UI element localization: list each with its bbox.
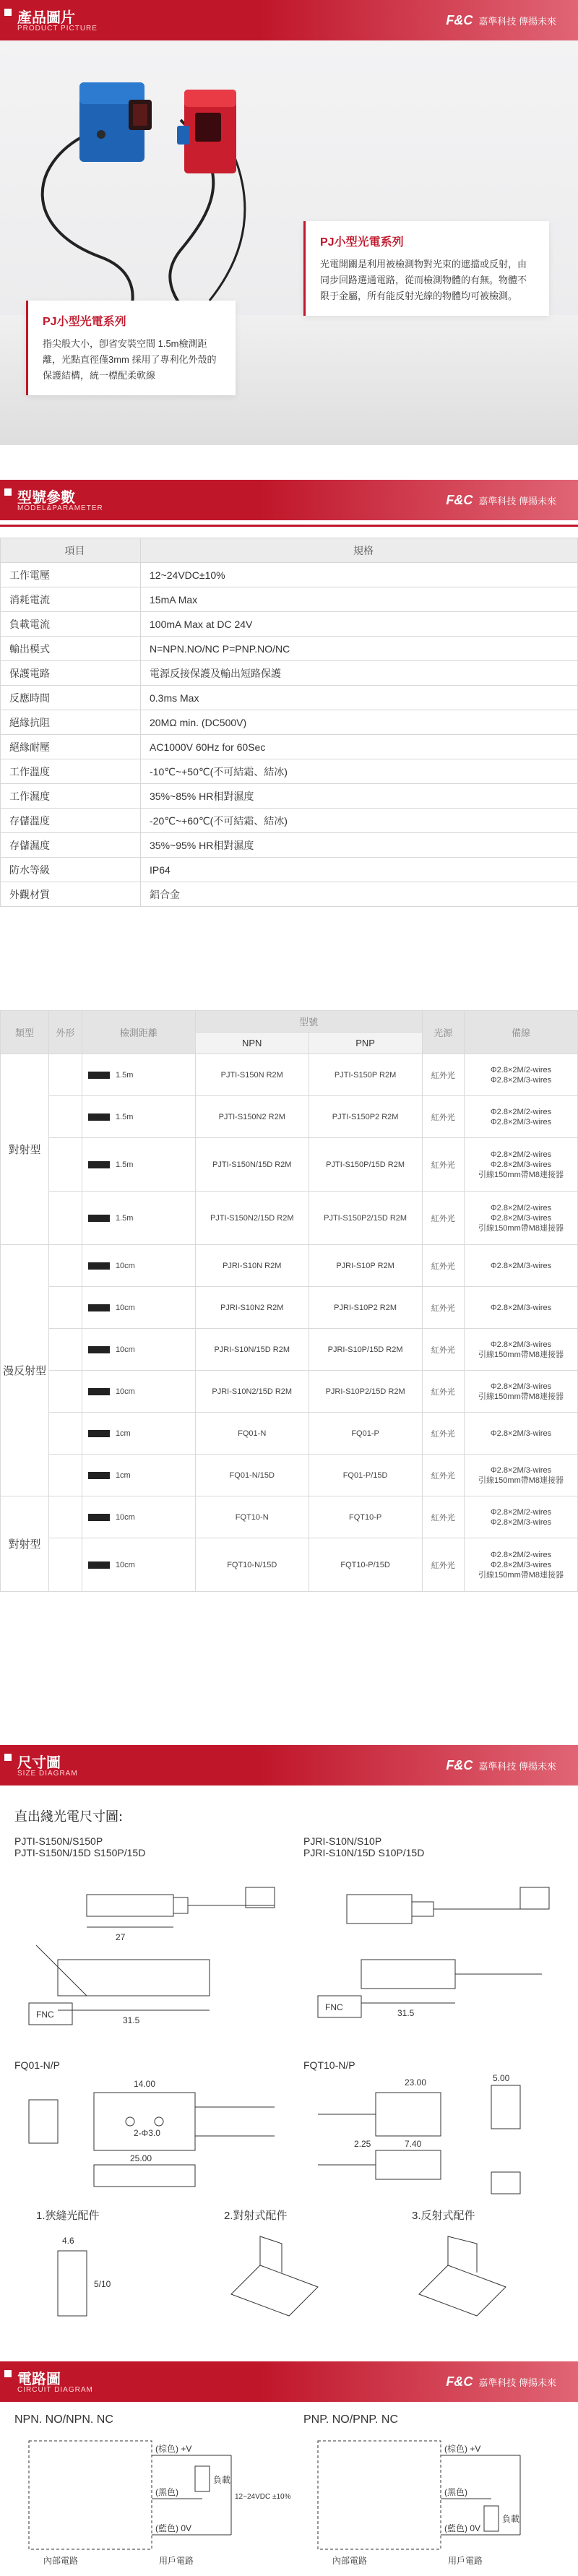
circuit-title: NPN. NO/NPN. NC [14,2413,113,2426]
model-row [1,1538,578,1592]
fnc-label: FNC [36,2009,54,2020]
section-title-en: CIRCUIT DIAGRAM [17,2386,93,2394]
section-title-cn: 型號參數 [17,488,75,506]
npn-model: PJRI-S10N/15D R2M [195,1329,309,1371]
wire-cell [465,1138,578,1192]
inner-circuit-label: 內部電路 [43,2556,79,2566]
brand-slogan: 嘉準科技 傳揚未來 [478,1761,556,1772]
distance-cell [82,1329,195,1371]
model-group: 對射型 [1,1496,49,1592]
light-source: 紅外光 [422,1096,465,1138]
user-circuit-label: 用戶電路 [159,2556,194,2566]
spec-row [1,833,578,858]
spec-value: -20℃~+60℃(不可結霜、結冰) [141,809,578,833]
wire-cell [465,1413,578,1455]
section-header-left [0,2361,260,2402]
wire-cell [465,1455,578,1496]
spec-value: AC1000V 60Hz for 60Sec [141,735,578,759]
brand-slogan: 嘉準科技 傳揚未來 [478,16,556,27]
section-header-right [260,0,578,40]
product-note-left [26,301,236,395]
spec-key: 保護電路 [1,661,141,686]
spec-key: 存儲溫度 [1,809,141,833]
light-source: 紅外光 [422,1413,465,1455]
dim-label: 5.00 [493,2073,510,2083]
wire-spec: 引線150mm帶M8連接器 [478,1392,564,1401]
brand-logo: F&C 嘉準科技 傳揚未來 [446,1758,556,1772]
section-header-left [0,0,260,40]
model-row [1,1192,578,1245]
distance-cell [82,1496,195,1538]
section-title-cn: 產品圖片 [17,9,75,26]
section-title-en: SIZE DIAGRAM [17,1770,78,1778]
spec-key: 工作濕度 [1,784,141,809]
load-label: 負載 [502,2514,520,2524]
npn-model: PJTI-S150N R2M [195,1054,309,1096]
product-section-header [0,0,578,40]
inner-circuit-label: 內部電路 [332,2556,368,2566]
sensor-icon [88,1514,110,1521]
spec-key: 輸出模式 [1,637,141,661]
pnp-model: FQT10-P [309,1496,422,1538]
sensor-icon [88,1346,110,1353]
wire-cell [465,1496,578,1538]
wire-spec: Φ2.8×2M/3-wires [490,1517,552,1527]
distance-value: 1.5m [115,1070,134,1080]
section-header-right [260,1745,578,1785]
spec-key: 絕緣抗阻 [1,710,141,735]
wire-spec: 引線150mm帶M8連接器 [478,1570,564,1580]
wire-cell [465,1192,578,1245]
wire-spec: Φ2.8×2M/2-wires [490,1203,552,1212]
distance-cell [82,1192,195,1245]
spec-row [1,809,578,833]
distance-value: 10cm [115,1512,135,1522]
light-source: 紅外光 [422,1287,465,1329]
spec-key: 負載電流 [1,612,141,637]
distance-cell [82,1538,195,1592]
accessory-slit: 1.狹縫光配件 [36,2210,100,2222]
wire-spec: Φ2.8×2M/3-wires [490,1117,552,1127]
load-label: 負載 [213,2475,231,2485]
wire-brown: (棕色) +V [444,2444,481,2454]
distance-cell [82,1455,195,1496]
shape-cell [48,1138,82,1192]
distance-value: 1.5m [115,1213,134,1223]
spec-key: 絕緣耐壓 [1,735,141,759]
dim-label: 31.5 [397,2008,415,2018]
sensor-icon [88,1072,110,1079]
wire-spec: Φ2.8×2M/3-wires [490,1303,552,1312]
model-table [0,1010,578,1592]
product-note-right [303,221,549,316]
dim-label: 23.00 [405,2077,427,2088]
product-picture-area [0,40,578,445]
wire-spec: 引線150mm帶M8連接器 [478,1170,564,1179]
model-header-light: 光源 [422,1011,465,1054]
distance-value: 1cm [115,1429,131,1438]
diagram-title: PJRI-S10N/S10P [303,1835,382,1847]
spec-row [1,710,578,735]
spec-header-item: 項目 [1,538,141,563]
spec-key: 外觀材質 [1,882,141,907]
wire-spec: Φ2.8×2M/2-wires [490,1550,552,1559]
wire-blue: (藍色) 0V [155,2523,192,2533]
shape-cell [48,1245,82,1287]
npn-model: PJTI-S150N/15D R2M [195,1138,309,1192]
section-title-cn: 尺寸圖 [17,1754,61,1771]
distance-cell [82,1413,195,1455]
shape-cell [48,1287,82,1329]
wire-spec: Φ2.8×2M/2-wires [490,1150,552,1159]
spec-row [1,661,578,686]
wire-spec: Φ2.8×2M/3-wires [490,1075,552,1085]
brand-logo: F&C 嘉準科技 傳揚未來 [446,13,556,27]
distance-value: 10cm [115,1560,135,1569]
diagram-title: FQT10-N/P [303,2059,355,2071]
section-title-cn: 電路圖 [17,2370,61,2387]
pnp-model: PJTI-S150P2 R2M [309,1096,422,1138]
sensor-icon [88,1561,110,1569]
dim-label: 25.00 [130,2153,152,2163]
size-diagram-pjri [303,1835,571,2050]
wire-black: (黑色) [444,2487,467,2497]
wire-spec: Φ2.8×2M/3-wires [490,1340,552,1349]
pnp-model: PJRI-S10P2 R2M [309,1287,422,1329]
spec-key: 存儲濕度 [1,833,141,858]
wire-spec: Φ2.8×2M/2-wires [490,1507,552,1517]
diagram-title: PJRI-S10N/15D S10P/15D [303,1847,425,1858]
square-icon [4,1754,12,1761]
spec-row [1,858,578,882]
distance-cell [82,1096,195,1138]
section-header-left [0,480,260,520]
diagram-title: FQ01-N/P [14,2059,61,2071]
spec-table [0,538,578,907]
spec-value: 20MΩ min. (DC500V) [141,710,578,735]
spec-row [1,612,578,637]
sensor-icon [88,1113,110,1121]
wire-cell [465,1371,578,1413]
pnp-model: PJTI-S150P2/15D R2M [309,1192,422,1245]
model-row [1,1096,578,1138]
spec-value: 鋁合金 [141,882,578,907]
dim-label: 2-Φ3.0 [134,2128,160,2138]
distance-cell [82,1371,195,1413]
spec-row [1,563,578,587]
spec-header-value: 規格 [141,538,578,563]
npn-model: FQ01-N/15D [195,1455,309,1496]
dim-label: 7.40 [405,2139,422,2149]
circuit-section-header [0,2361,578,2402]
model-header-model: 型號 [195,1011,422,1033]
spec-row [1,686,578,710]
npn-model: FQT10-N/15D [195,1538,309,1592]
pnp-model: PJTI-S150P R2M [309,1054,422,1096]
section-header-right [260,480,578,520]
shape-cell [48,1413,82,1455]
note-text: 光電開關是利用被檢測物對光束的遮擋或反射，由同步回路選通電路，從而檢測物體的有無。物體不限于金屬，所有能反射光線的物體均可被檢測。 [320,259,527,301]
brand-slogan: 嘉準科技 傳揚未來 [478,2377,556,2388]
sensor-icon [88,1304,110,1311]
wire-spec: Φ2.8×2M/2-wires [490,1107,552,1116]
wire-cell [465,1054,578,1096]
wire-spec: Φ2.8×2M/3-wires [490,1382,552,1391]
wire-spec: Φ2.8×2M/3-wires [490,1465,552,1475]
note-title: PJ小型光電系列 [43,316,126,328]
distance-cell [82,1138,195,1192]
supply-label: 12~24VDC ±10% [235,2493,291,2501]
accessory-through: 2.對射式配件 [224,2210,288,2222]
wire-cell [465,1245,578,1287]
section-title-en: MODEL&PARAMETER [17,504,103,512]
accessories [14,2207,564,2330]
pjti-drawing [14,1858,282,2046]
model-header-dist: 檢測距離 [82,1011,195,1054]
wire-spec: Φ2.8×2M/2-wires [490,1065,552,1074]
model-row [1,1329,578,1371]
fq01-drawing [14,2071,282,2208]
wire-spec: Φ2.8×2M/3-wires [490,1213,552,1223]
model-group: 對射型 [1,1054,49,1245]
spec-value: IP64 [141,858,578,882]
wire-spec: Φ2.8×2M/3-wires [490,1429,552,1438]
sensor-icon [88,1262,110,1270]
size-diagram-fq01 [14,2059,289,2212]
wire-brown: (棕色) +V [155,2444,192,2454]
wire-black: (黑色) [155,2487,178,2497]
wire-spec: Φ2.8×2M/3-wires [490,1560,552,1569]
sensor-icon [88,1161,110,1168]
size-diagram-fqt10 [303,2059,571,2219]
npn-model: PJTI-S150N2/15D R2M [195,1192,309,1245]
shape-cell [48,1455,82,1496]
wire-spec: Φ2.8×2M/3-wires [490,1261,552,1270]
distance-cell [82,1245,195,1287]
section-header-right [260,2361,578,2402]
dim-label: 14.00 [134,2079,156,2089]
pnp-model: FQ01-P [309,1413,422,1455]
circuit-pnp [303,2413,571,2575]
spec-key: 消耗電流 [1,587,141,612]
pnp-model: PJRI-S10P/15D R2M [309,1329,422,1371]
section-header-left [0,1745,260,1785]
shape-cell [48,1054,82,1096]
sensor-left [79,82,152,162]
spec-key: 工作電壓 [1,563,141,587]
shape-cell [48,1192,82,1245]
model-header-type: 類型 [1,1011,49,1054]
wire-blue: (藍色) 0V [444,2523,481,2533]
spec-row [1,784,578,809]
size-heading: 直出綫光電尺寸圖: [14,1809,124,1825]
model-row [1,1245,578,1287]
wire-cell [465,1538,578,1592]
spec-key: 防水等級 [1,858,141,882]
light-source: 紅外光 [422,1455,465,1496]
model-section-header [0,480,578,520]
model-header-shape: 外形 [48,1011,82,1054]
dim-label: 2.25 [354,2139,371,2149]
npn-circuit-drawing [14,2426,291,2571]
model-row [1,1138,578,1192]
light-source: 紅外光 [422,1371,465,1413]
divider [0,525,578,527]
model-row [1,1455,578,1496]
pjri-drawing [303,1858,564,2046]
distance-value: 10cm [115,1387,135,1396]
sensor-icon [88,1430,110,1437]
light-source: 紅外光 [422,1329,465,1371]
dim-label: 27 [116,1932,126,1942]
model-row [1,1413,578,1455]
model-header-npn: NPN [195,1033,309,1054]
spec-row [1,637,578,661]
light-source: 紅外光 [422,1538,465,1592]
fqt10-drawing [303,2071,564,2215]
wire-spec: Φ2.8×2M/3-wires [490,1160,552,1169]
spec-value: 15mA Max [141,587,578,612]
wire-spec: 引線150mm帶M8連接器 [478,1223,564,1233]
diagram-title: PJTI-S150N/15D S150P/15D [14,1847,146,1858]
dim-label: 31.5 [123,2015,140,2025]
distance-value: 10cm [115,1345,135,1354]
spec-row [1,735,578,759]
distance-cell [82,1287,195,1329]
distance-value: 1.5m [115,1160,134,1169]
npn-model: PJRI-S10N R2M [195,1245,309,1287]
brand-logo: F&C 嘉準科技 傳揚未來 [446,2374,556,2389]
spec-row [1,759,578,784]
model-group: 漫反射型 [1,1245,49,1496]
pnp-model: PJRI-S10P2/15D R2M [309,1371,422,1413]
spec-row [1,882,578,907]
brand-slogan: 嘉準科技 傳揚未來 [478,496,556,507]
distance-value: 10cm [115,1261,135,1270]
npn-model: PJRI-S10N2 R2M [195,1287,309,1329]
spec-row [1,587,578,612]
shape-cell [48,1371,82,1413]
model-row [1,1371,578,1413]
light-source: 紅外光 [422,1138,465,1192]
spec-value: -10℃~+50℃(不可結霜、結冰) [141,759,578,784]
shape-cell [48,1538,82,1592]
pnp-model: FQT10-P/15D [309,1538,422,1592]
circuit-npn [14,2413,291,2575]
npn-model: FQT10-N [195,1496,309,1538]
shape-cell [48,1496,82,1538]
light-source: 紅外光 [422,1192,465,1245]
wire-spec: 引線150mm帶M8連接器 [478,1476,564,1485]
user-circuit-label: 用戶電路 [448,2556,483,2566]
square-icon [4,2370,12,2377]
fnc-label: FNC [325,2002,343,2012]
square-icon [4,488,12,496]
section-title-en: PRODUCT PICTURE [17,25,98,33]
spec-key: 工作溫度 [1,759,141,784]
note-title: PJ小型光電系列 [320,236,404,249]
light-source: 紅外光 [422,1496,465,1538]
model-row [1,1287,578,1329]
shape-cell [48,1096,82,1138]
dim-label: 4.6 [62,2236,74,2246]
pnp-circuit-drawing [303,2426,564,2571]
spec-value: 電源反接保護及輸出短路保護 [141,661,578,686]
pnp-model: PJRI-S10P R2M [309,1245,422,1287]
pnp-model: PJTI-S150P/15D R2M [309,1138,422,1192]
square-icon [4,9,12,16]
spec-value: 0.3ms Max [141,686,578,710]
sensor-icon [88,1388,110,1395]
pnp-model: FQ01-P/15D [309,1455,422,1496]
accessory-drawings [14,2222,564,2330]
note-text: 指尖般大小，卽省安裝空間 1.5m檢測距離，光點直徑僅3mm 採用了專利化外殼的保護結構，統一標配柔軟線 [43,338,217,381]
spec-value: 35%~95% HR相對濕度 [141,833,578,858]
spec-value: 100mA Max at DC 24V [141,612,578,637]
circuit-title: PNP. NO/PNP. NC [303,2413,399,2426]
distance-value: 1.5m [115,1112,134,1121]
model-header-wire: 備線 [465,1011,578,1054]
shape-cell [48,1329,82,1371]
distance-value: 10cm [115,1303,135,1312]
wire-cell [465,1329,578,1371]
npn-model: PJRI-S10N2/15D R2M [195,1371,309,1413]
model-row [1,1496,578,1538]
wire-cell [465,1287,578,1329]
size-diagram-pjti [14,1835,289,2050]
sensor-icon [88,1215,110,1222]
sensor-icon [88,1472,110,1479]
wire-cell [465,1096,578,1138]
accessory-reflect: 3.反射式配件 [412,2210,475,2222]
spec-value: 12~24VDC±10% [141,563,578,587]
model-row [1,1054,578,1096]
light-source: 紅外光 [422,1054,465,1096]
diagram-title: PJTI-S150N/S150P [14,1835,103,1847]
brand-logo: F&C 嘉準科技 傳揚未來 [446,493,556,507]
wire-spec: 引線150mm帶M8連接器 [478,1350,564,1359]
light-source: 紅外光 [422,1245,465,1287]
spec-key: 反應時間 [1,686,141,710]
distance-value: 1cm [115,1470,131,1480]
spec-value: N=NPN.NO/NC P=PNP.NO/NC [141,637,578,661]
model-header-pnp: PNP [309,1033,422,1054]
distance-cell [82,1054,195,1096]
dim-label: 5/10 [94,2279,111,2289]
size-section-header [0,1745,578,1785]
sensor-right [177,90,236,173]
npn-model: FQ01-N [195,1413,309,1455]
spec-value: 35%~85% HR相對濕度 [141,784,578,809]
npn-model: PJTI-S150N2 R2M [195,1096,309,1138]
